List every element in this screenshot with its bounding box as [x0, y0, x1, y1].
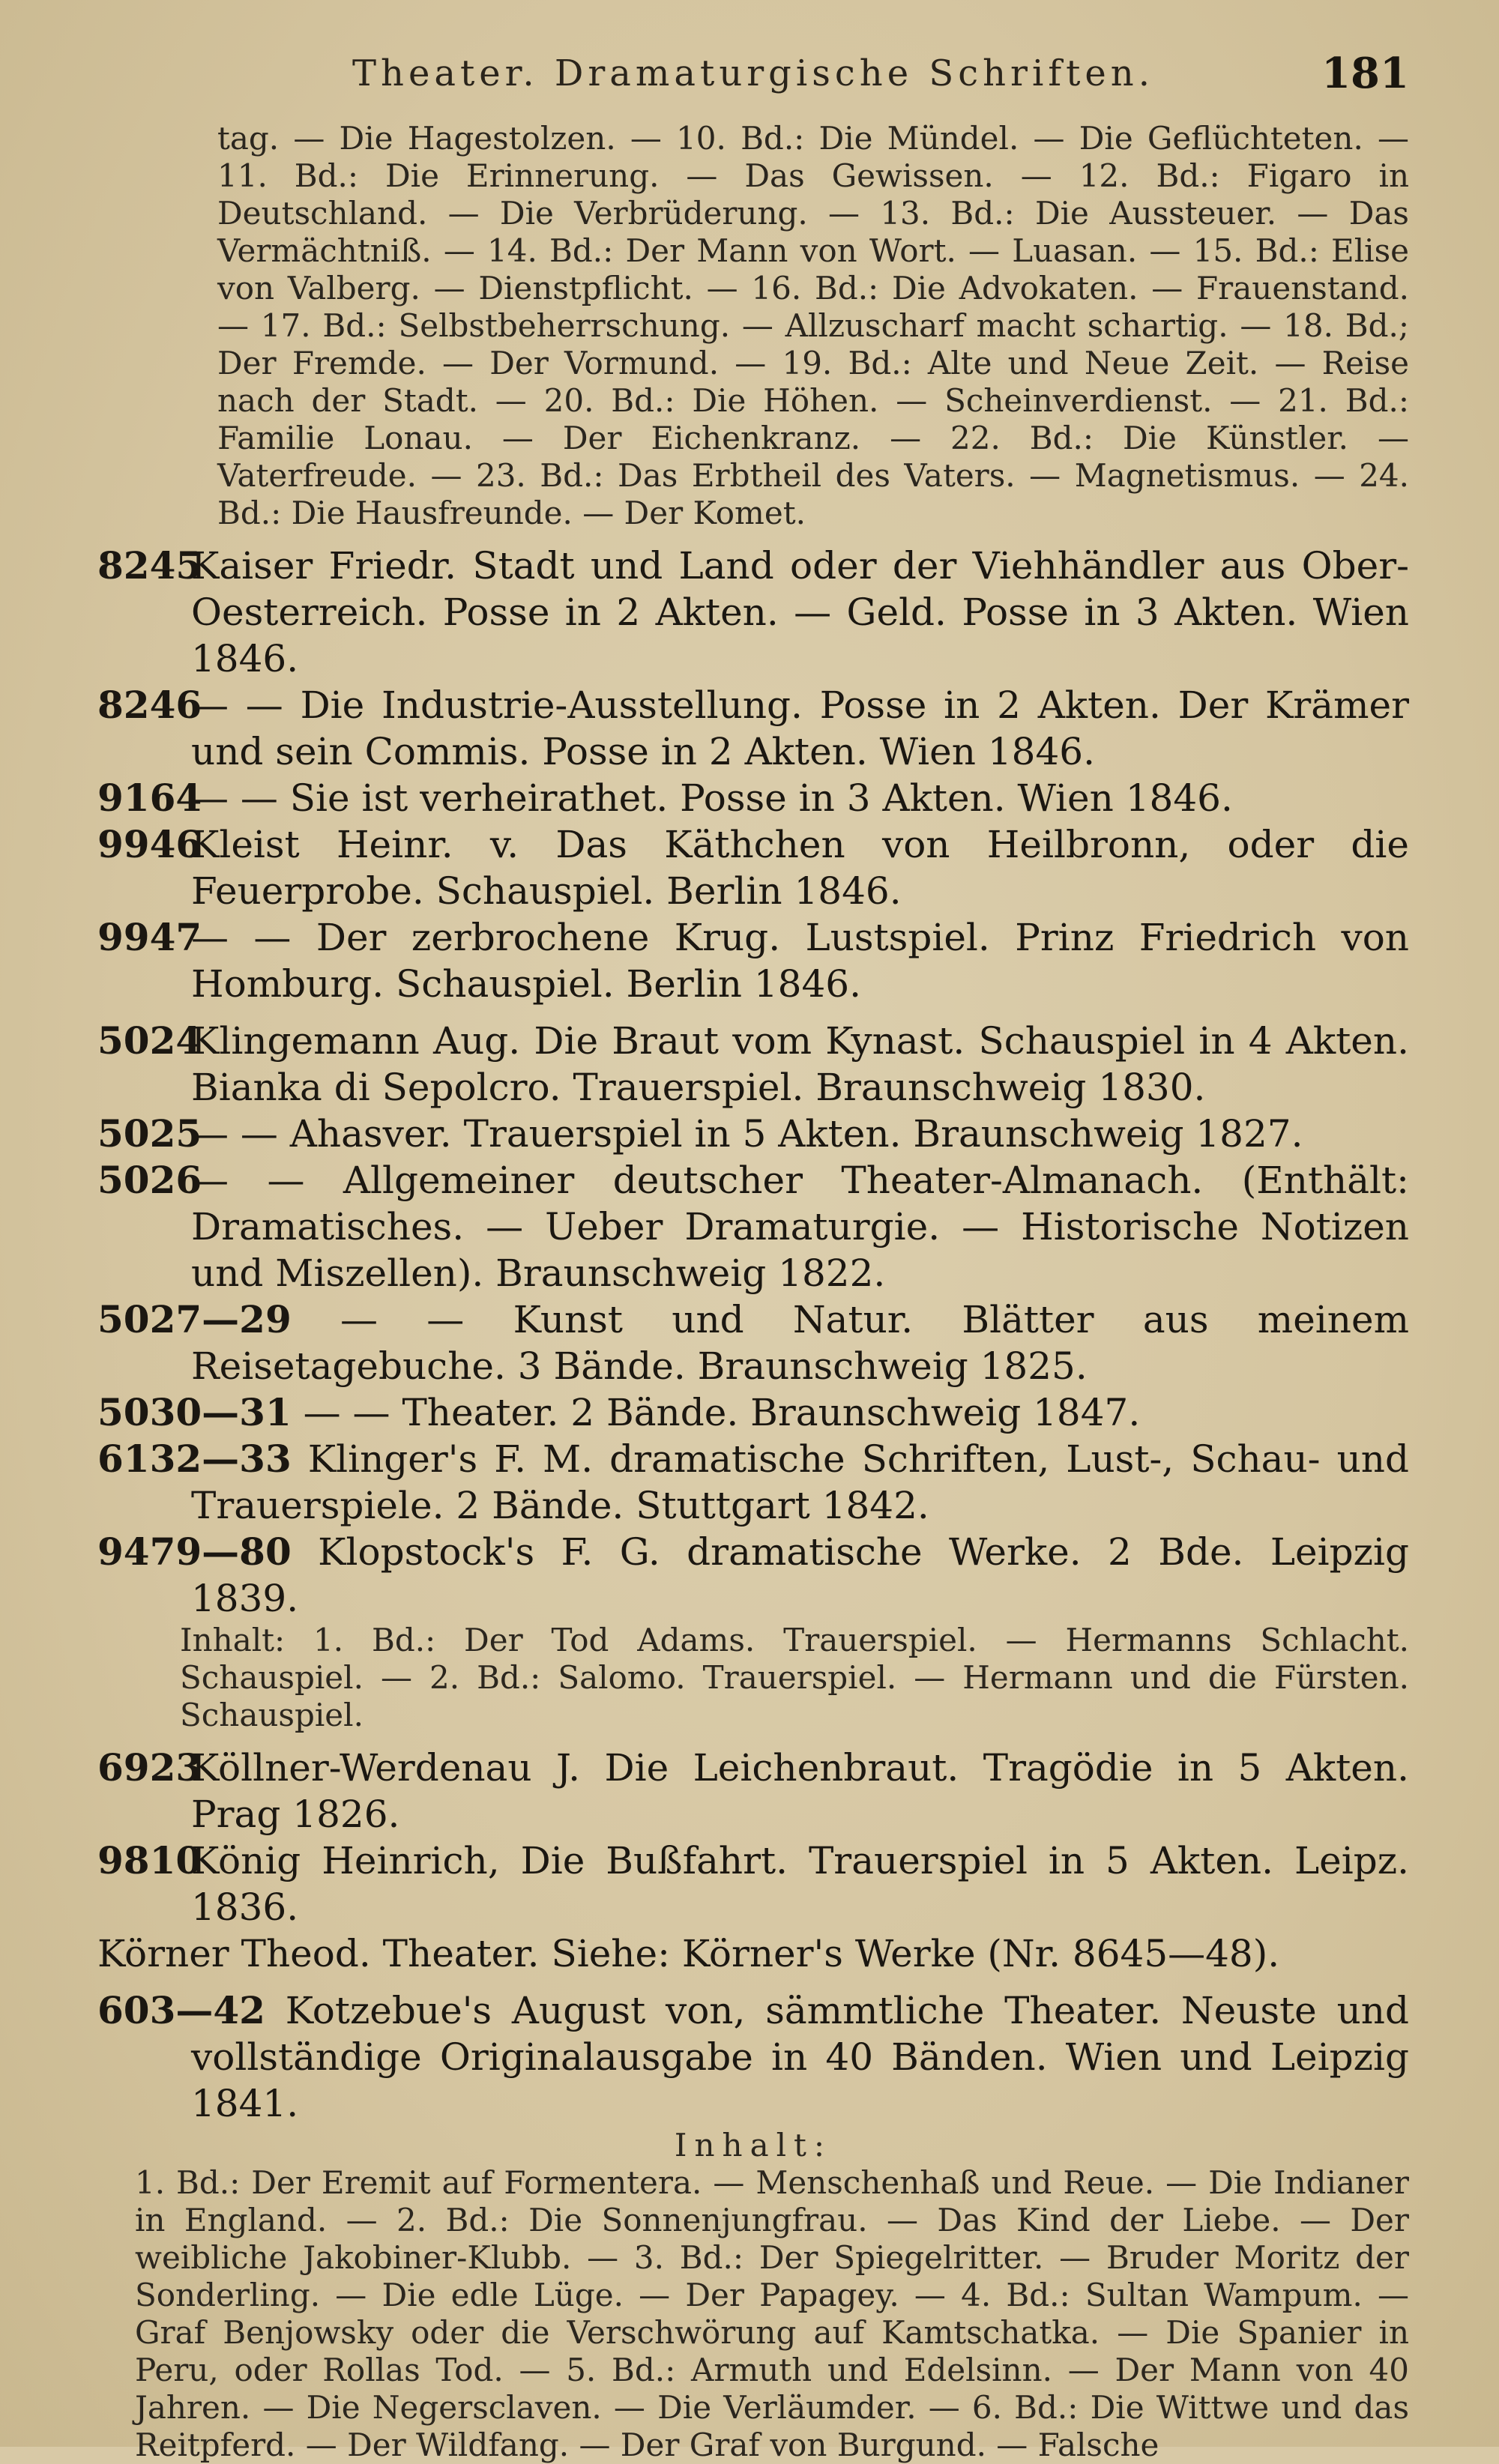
entry-text: Kotzebue's August von, sämmtliche Theater. Neuste und vollständige Originalausgabe in 40 Bänden. Wien und Leipzig 1841. [191, 1989, 1409, 2125]
catalogue-entry [97, 1529, 1409, 1622]
entry-text: — — Allgemeiner deutscher Theater-Almanach. (Enthält: Dramatisches. — Ueber Dramaturgie. — Historische Notizen und Miszellen). Braunschweig 1822. [191, 1159, 1409, 1295]
entry-number: 8245 [97, 543, 202, 588]
continued-contents: tag. — Die Hagestolzen. — 10. Bd.: Die Mündel. — Die Geflüchteten. — 11. Bd.: Die Erinnerung. — Das Gewissen. — 12. Bd.: Figaro in Deutschland. — Die Verbrüderung. — 13. Bd.: Die Aussteuer. — Das Vermächtniß. — 14. Bd.: Der Mann von Wort. — Luasan. — 15. Bd.: Elise von Valberg. — Dienstpflicht. — 16. Bd.: Die Advokaten. — Frauenstand. — 17. Bd.: Selbstbeherrschung. — Allzuscharf macht schartig. — 18. Bd.; Der Fremde. — Der Vormund. — 19. Bd.: Alte und Neue Zeit. — Reise nach der Stadt. — 20. Bd.: Die Höhen. — Scheinverdienst. — 21. Bd.: Familie Lonau. — Der Eichenkranz. — 22. Bd.: Die Künstler. — Vaterfreude. — 23. Bd.: Das Erbtheil des Vaters. — Magnetismus. — 24. Bd.: Die Hausfreunde. — Der Komet. [217, 120, 1409, 531]
contents-heading: Inhalt: [674, 2127, 833, 2163]
entry-number: 8246 [97, 683, 202, 727]
entry-number: 5027—29 [97, 1297, 292, 1341]
entry-text: Klingemann Aug. Die Braut vom Kynast. Schauspiel in 4 Akten. Bianka di Sepolcro. Trauerspiel. Braunschweig 1830. [191, 1019, 1409, 1109]
running-head-title: Theater. Dramaturgische Schriften. [352, 52, 1154, 94]
entry-number: 6923 [97, 1745, 202, 1790]
entry-number: 9947 [97, 915, 202, 959]
catalogue-entry [97, 543, 1409, 682]
entry-text: — — Ahasver. Trauerspiel in 5 Akten. Braunschweig 1827. [191, 1112, 1303, 1156]
entry-number: 603—42 [97, 1988, 265, 2032]
catalogue-entry [97, 1389, 1409, 1436]
catalogue-entry [97, 775, 1409, 821]
klopstock-contents: Inhalt: 1. Bd.: Der Tod Adams. Trauerspiel. — Hermanns Schlacht. Schauspiel. — 2. Bd.: Salomo. Trauerspiel. — Hermann und die Fürsten. Schauspiel. [180, 1622, 1409, 1733]
catalogue-entry [97, 1111, 1409, 1157]
entry-number: 9946 [97, 822, 202, 866]
catalogue-entry [97, 1436, 1409, 1529]
cross-reference-entry: Körner Theod. Theater. Siehe: Körner's Werke (Nr. 8645—48). [97, 1932, 1280, 1975]
catalogue-entry [97, 1018, 1409, 1111]
page-number: 181 [1321, 49, 1409, 98]
catalogue-entry [97, 1745, 1409, 1838]
kotzebue-contents: 1. Bd.: Der Eremit auf Formentera. — Menschenhaß und Reue. — Die Indianer in England. — 2. Bd.: Die Sonnenjungfrau. — Das Kind der Liebe. — Der weibliche Jakobiner-Klubb. — 3. Bd.: Der Spiegelritter. — Bruder Moritz der Sonderling. — Die edle Lüge. — Der Papagey. — 4. Bd.: Sultan Wampum. — Graf Benjowsky oder die Verschwörung auf Kamtschatka. — Die Spanier in Peru, oder Rollas Tod. — 5. Bd.: Armuth und Edelsinn. — Der Mann von 40 Jahren. — Die Negersclaven. — Die Verläumder. — 6. Bd.: Die Wittwe und das Reitpferd. — Der Wildfang. — Der Graf von Burgund. — Falsche [135, 2164, 1409, 2463]
catalogue-entry [97, 914, 1409, 1007]
catalogue-entry [97, 1157, 1409, 1296]
entry-text: — — Theater. 2 Bände. Braunschweig 1847. [303, 1391, 1141, 1434]
entry-text: — — Sie ist verheirathet. Posse in 3 Akten. Wien 1846. [191, 776, 1233, 820]
entry-number: 9164 [97, 776, 202, 820]
catalogue-listing [97, 120, 1409, 2464]
entry-number: 5025 [97, 1111, 202, 1156]
entry-text: Klinger's F. M. dramatische Schriften, Lust-, Schau- und Trauerspiele. 2 Bände. Stuttgart 1842. [191, 1437, 1409, 1527]
entry-number: 5030—31 [97, 1390, 292, 1434]
entry-number: 5026 [97, 1158, 202, 1202]
catalogue-entry-kotzebue [97, 1987, 1409, 2127]
entry-text: König Heinrich, Die Bußfahrt. Trauerspiel in 5 Akten. Leipz. 1836. [191, 1839, 1409, 1929]
entry-text: Köllner-Werdenau J. Die Leichenbraut. Tragödie in 5 Akten. Prag 1826. [191, 1746, 1409, 1836]
entry-text: Kaiser Friedr. Stadt und Land oder der Viehhändler aus Ober-Oesterreich. Posse in 2 Akten. — Geld. Posse in 3 Akten. Wien 1846. [191, 544, 1409, 680]
entry-text: — — Die Industrie-Ausstellung. Posse in 2 Akten. Der Krämer und sein Commis. Posse in 2 Akten. Wien 1846. [191, 683, 1409, 773]
entry-text: Kleist Heinr. v. Das Käthchen von Heilbronn, oder die Feuerprobe. Schauspiel. Berlin 1846. [191, 823, 1409, 913]
entry-number: 9810 [97, 1838, 202, 1882]
catalogue-entry [97, 1838, 1409, 1930]
entry-number: 9479—80 [97, 1530, 292, 1574]
entry-text: — — Kunst und Natur. Blätter aus meinem Reisetagebuche. 3 Bände. Braunschweig 1825. [191, 1298, 1409, 1388]
entry-text: Klopstock's F. G. dramatische Werke. 2 Bde. Leipzig 1839. [191, 1530, 1409, 1620]
catalogue-entry [97, 821, 1409, 914]
entry-number: 5024 [97, 1018, 202, 1063]
catalogue-entry [97, 1296, 1409, 1389]
entry-number: 6132—33 [97, 1437, 292, 1481]
entry-text: — — Der zerbrochene Krug. Lustspiel. Prinz Friedrich von Homburg. Schauspiel. Berlin 1846. [191, 916, 1409, 1006]
catalogue-entry [97, 682, 1409, 775]
running-head [97, 43, 1409, 103]
